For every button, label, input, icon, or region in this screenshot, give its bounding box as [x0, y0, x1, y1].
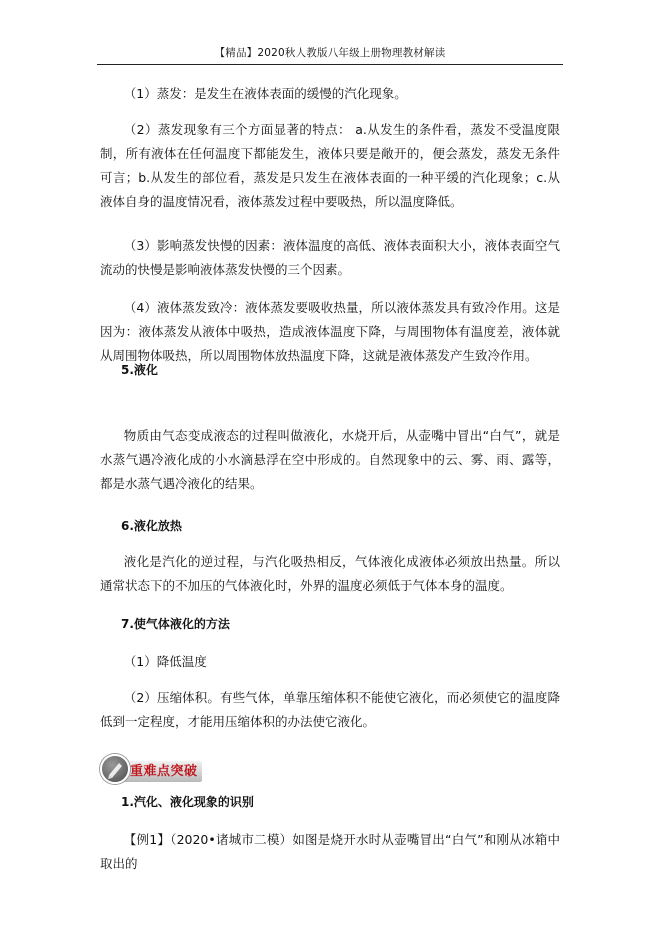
paragraph-lower-temperature: （1）降低温度 — [123, 654, 207, 669]
paragraph-liquefaction-definition: 物质由气态变成液态的过程叫做液化，水烧开后，从壶嘴中冒出“白气”，就是水蒸气遇冷液化成的小水滴悬浮在空中形成的。自然现象中的云、雾、雨、露等，都是水蒸气遇冷液化的结果。 — [100, 428, 560, 491]
pen-badge-icon — [100, 754, 130, 784]
banner-title: 重难点突破 — [130, 764, 198, 779]
section-heading-liquefaction-methods: 7.使气体液化的方法 — [121, 617, 230, 631]
key-points-banner — [100, 752, 205, 786]
paragraph-evaporation-definition: （1）蒸发：是发生在液体表面的缓慢的汽化现象。 — [123, 86, 407, 101]
section-heading-identification: 1.汽化、液化现象的识别 — [121, 795, 254, 809]
paragraph-evaporation-cooling: （4）液体蒸发致冷：液体蒸发要吸收热量，所以液体蒸发具有致冷作用。这是因为：液体蒸发从液体中吸热，造成液体温度下降，与周围物体有温度差，液体就从周围物体吸热，所以周围物体放热温度下降，这就是液体蒸发产生致冷作用。 — [100, 300, 560, 363]
paragraph-example-1: 【例1】（2020•诸城市二模）如图是烧开水时从壶嘴冒出“白气”和刚从冰箱中取出的 — [100, 832, 560, 871]
paragraph-evaporation-features: （2）蒸发现象有三个方面显著的特点： a.从发生的条件看，蒸发不受温度限制，所有液体在任何温度下都能发生，液体只要是敞开的，便会蒸发，蒸发无条件可言；b.从发生的部位看，蒸发是只发生在液体表面的一种平缓的汽化现象；c.从液体自身的温度情况看，液体蒸发过程中要吸热，所以温度降低。 — [100, 122, 560, 209]
paragraph-compress-volume: （2）压缩体积。有些气体，单靠压缩体积不能使它液化，而必须使它的温度降低到一定程度，才能用压缩体积的办法使它液化。 — [100, 690, 560, 729]
paragraph-liquefaction-heat: 液化是汽化的逆过程，与汽化吸热相反，气体液化成液体必须放出热量。所以通常状态下的不加压的气体液化时，外界的温度必须低于气体本身的温度。 — [100, 554, 560, 593]
section-heading-liquefaction: 5.液化 — [121, 363, 158, 377]
paragraph-evaporation-factors: （3）影响蒸发快慢的因素：液体温度的高低、液体表面积大小，液体表面空气流动的快慢是影响液体蒸发快慢的三个因素。 — [100, 238, 560, 277]
section-heading-liquefaction-heat: 6.液化放热 — [121, 519, 182, 533]
page-header: 【精品】2020秋人教版八年级上册物理教材解读 — [97, 44, 563, 65]
